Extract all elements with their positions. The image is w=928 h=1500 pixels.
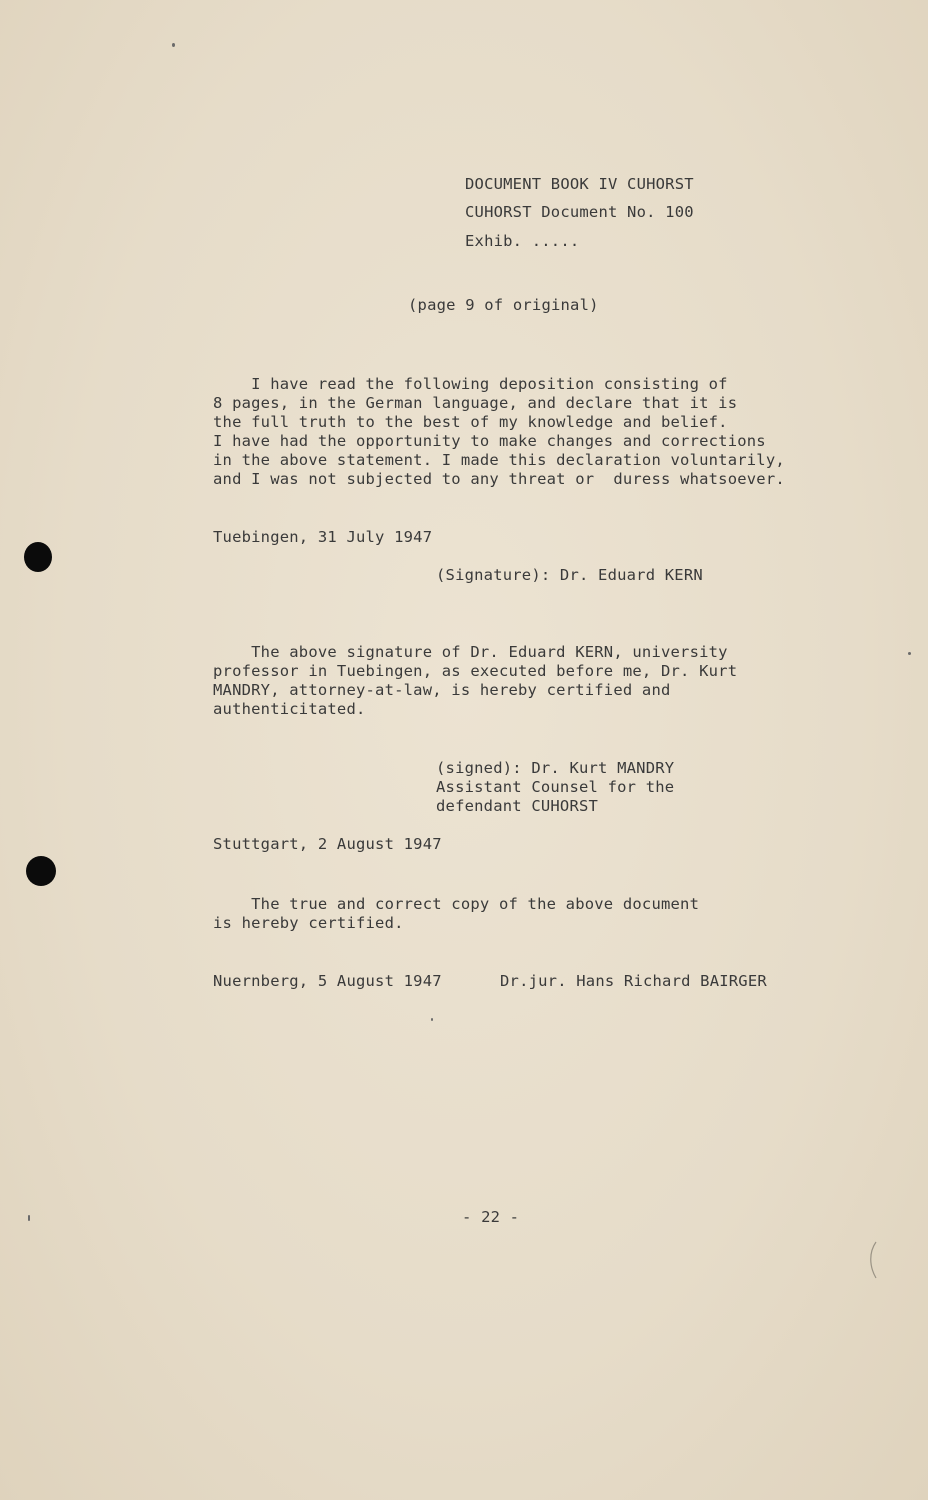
- copy-cert-line: is hereby certified.: [213, 914, 404, 932]
- page-number: - 22 -: [462, 1208, 520, 1226]
- deposition-line: 8 pages, in the German language, and declare that it is: [213, 394, 738, 412]
- certification-line: The above signature of Dr. Eduard KERN, university: [213, 643, 728, 661]
- deposition-line: I have had the opportunity to make changes and corrections: [213, 432, 766, 450]
- certification-line: professor in Tuebingen, as executed before me, Dr. Kurt: [213, 662, 738, 680]
- deposition-line: in the above statement. I made this declaration voluntarily,: [213, 451, 785, 469]
- exhibit-number: Exhib. .....: [465, 232, 580, 250]
- punch-hole-top: [24, 542, 52, 572]
- deposition-line: the full truth to the best of my knowledge and belief.: [213, 413, 728, 431]
- speck: [908, 652, 911, 655]
- speck: [172, 43, 175, 47]
- original-page-note: (page 9 of original): [408, 296, 599, 314]
- speck: [431, 1018, 433, 1021]
- certification-line: authenticitated.: [213, 700, 366, 718]
- certification-line: MANDRY, attorney-at-law, is hereby certified and: [213, 681, 671, 699]
- punch-hole-bottom: [26, 856, 56, 886]
- kern-signature: (Signature): Dr. Eduard KERN: [436, 566, 703, 584]
- signed-line: Assistant Counsel for the: [436, 778, 675, 796]
- deposition-line: I have read the following deposition consisting of: [213, 375, 728, 393]
- copy-cert-place-date: Nuernberg, 5 August 1947: [213, 972, 442, 990]
- deposition-line: and I was not subjected to any threat or duress whatsoever.: [213, 470, 785, 488]
- certification-place-date: Stuttgart, 2 August 1947: [213, 835, 442, 853]
- pencil-mark: [866, 1240, 880, 1280]
- signed-line: (signed): Dr. Kurt MANDRY: [436, 759, 675, 777]
- signed-line: defendant CUHORST: [436, 797, 599, 815]
- copy-cert-line: The true and correct copy of the above document: [213, 895, 700, 913]
- speck: [28, 1215, 30, 1221]
- deposition-place-date: Tuebingen, 31 July 1947: [213, 528, 433, 546]
- copy-cert-signer: Dr.jur. Hans Richard BAIRGER: [500, 972, 767, 990]
- document-book-heading: DOCUMENT BOOK IV CUHORST: [465, 175, 694, 193]
- document-number: CUHORST Document No. 100: [465, 203, 694, 221]
